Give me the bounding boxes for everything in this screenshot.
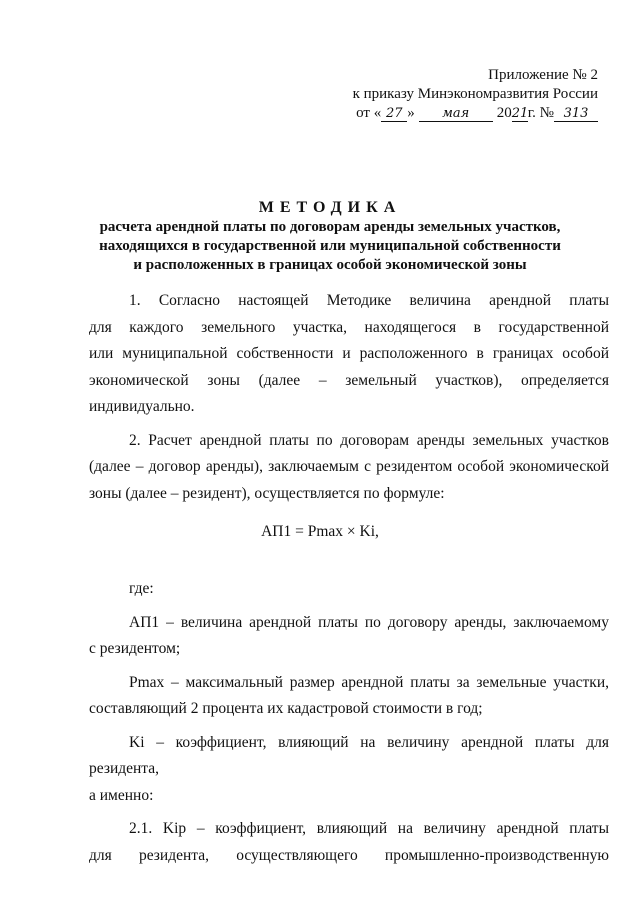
paragraph-line: экономической зоны (далее – земельный участков), определяется [89,371,609,389]
paragraph-line: с резидентом; [89,640,181,657]
appendix-number: Приложение № 2 [488,67,598,83]
definition-ki [89,730,609,810]
paragraph-1 [89,288,609,421]
order-number: 313 [554,106,598,122]
appendix-header [328,66,598,123]
paragraph-line: зоны (далее – резидент), осуществляется по формуле: [89,484,445,502]
order-date-number [328,104,598,123]
title-line-3: и расположенных в границах особой экономической зоны [133,257,527,273]
paragraph-line: 1. Согласно настоящей Методике величина арендной платы [129,292,609,309]
paragraph-line: Ki – коэффициент, влияющий на величину арендной платы для резидента, [89,733,609,777]
title-main: МЕТОДИКА [258,199,402,216]
date-close-quote: » [407,105,415,121]
order-month: мая [419,106,493,122]
definition-pmax [89,670,609,723]
paragraph-line: (далее – договор аренды), заключаемым с резидентом особой экономической [89,458,609,475]
paragraph-2-1 [89,816,609,869]
year-suffix: 21 [511,106,529,121]
date-prefix: от « [356,105,382,121]
title-line-2: находящихся в государственной или муниципальной собственности [99,238,561,254]
paragraph-line: АП1 – величина арендной платы по договору аренды, заключаемому [129,613,609,631]
definition-ap1 [89,610,609,663]
paragraph-line: для резидента, осуществляющего промышленно-производственную [89,846,609,864]
year-prefix: 20 [496,105,512,121]
paragraph-line: а именно: [89,786,154,804]
paragraph-line: Pmax – максимальный размер арендной платы за земельные участки, [129,673,609,691]
body-text [89,288,609,507]
paragraph-line: составляющий 2 процента их кадастровой стоимости в год; [89,700,483,717]
paragraph-line: 2.1. Kip – коэффициент, влияющий на величину арендной платы [129,820,609,837]
year-tail: г. № [527,105,554,121]
document-title [60,198,600,275]
paragraph-line: или муниципальной собственности и расположенного в границах особой [89,345,609,362]
paragraph-line: для каждого земельного участка, находящегося в государственной [89,318,609,336]
paragraph-line: 2. Расчет арендной платы по договорам аренды земельных участков [129,431,609,449]
where-label: где: [129,580,154,597]
definitions [89,576,609,869]
order-day: 27 [381,106,407,122]
paragraph-2 [89,428,609,508]
order-reference: к приказу Минэкономразвития России [352,86,598,102]
paragraph-line: индивидуально. [89,398,195,415]
formula: АП1 = Pmax × Ki, [261,523,379,540]
title-line-1: расчета арендной платы по договорам аренды земельных участков, [99,219,561,235]
